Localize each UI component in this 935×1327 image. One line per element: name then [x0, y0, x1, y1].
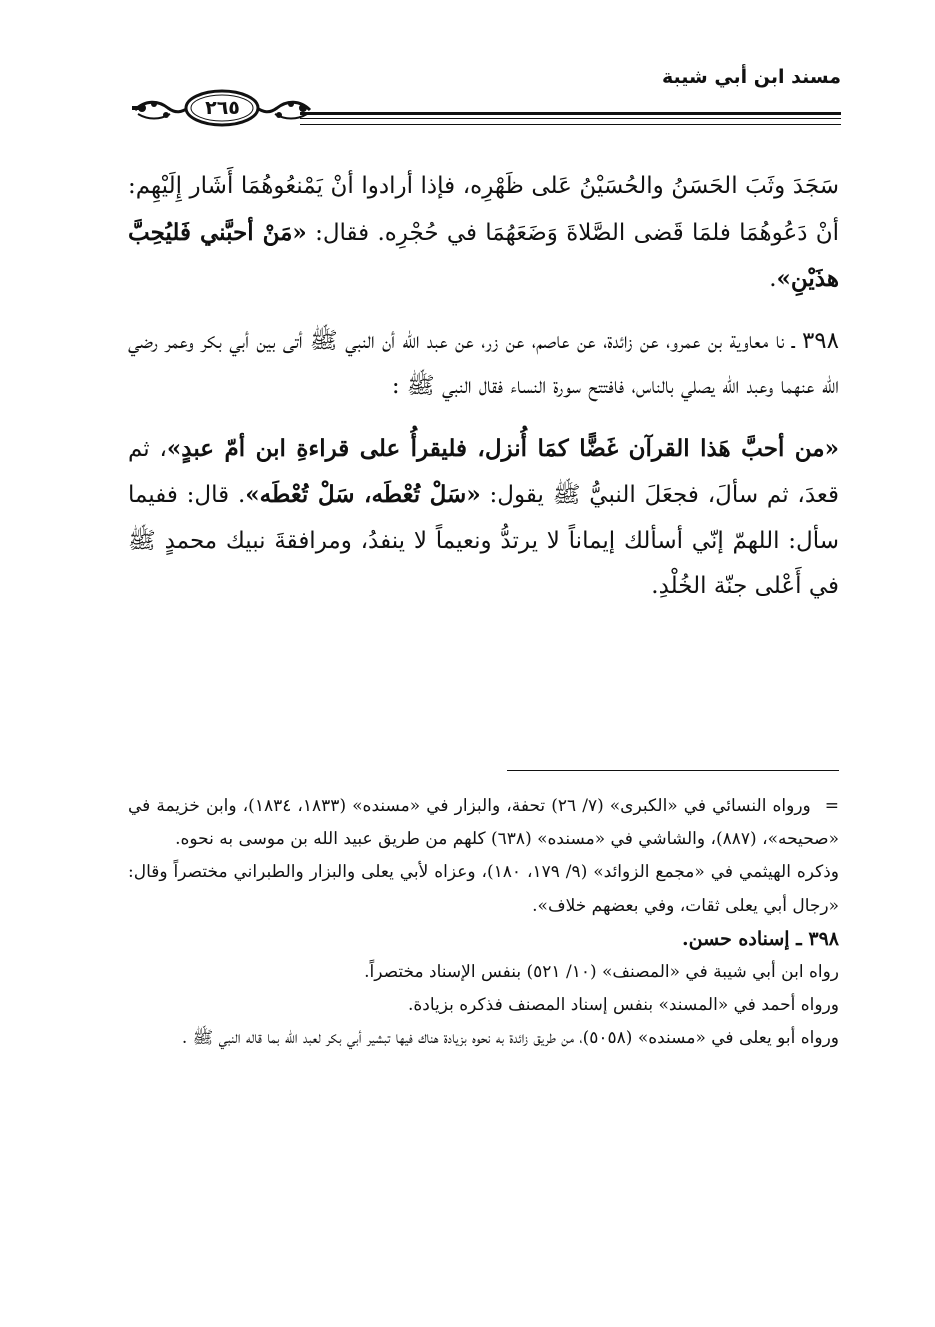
footnote-1-text: ورواه النسائي في «الكبرى» (٧/ ٢٦) تحفة، والبزار في «مسنده» (١٨٣٣، ١٨٣٤)، وابن خزيمة في «صحيحه»، (٨٨٧)، والشاشي في «مسنده» (٦٣٨) كلهم من طريق عبيد الله بن موسى به نحوه. [128, 796, 839, 850]
footnote-6: ورواه أبو يعلى في «مسنده» (٥٠٥٨)، من طريق زائدة به نحوه بزيادة هناك فيها تبشير أبي بكر لعبد الله بما قاله النبي ﷺ . [181, 1028, 839, 1049]
hadith-398-narration: ، ثم قعدَ، ثم سألَ، فجعَلَ النبيُّ ﷺ يقول: [128, 435, 840, 508]
hadith-398-rest: . قال: ففيما سأل: اللهمّ إنّي أسألك إيماناً لا يرتدُّ ونعيماً لا ينفدُ، ومرافقةَ نبيك محمدٍ ﷺ في أَعْلى جنّة الخُلْدِ. [128, 482, 839, 599]
footnote-separator [507, 770, 839, 771]
footnote-398-heading: ٣٩٨ ـ إسناده حسن. [682, 927, 839, 950]
continuation-mark: = [824, 796, 839, 816]
page-number-ornament [130, 86, 315, 130]
hadith-1-end: . [769, 266, 777, 292]
footnote-1 [128, 790, 839, 856]
hadith-398-isnad: ٣٩٨ ـ نا معاوية بن عمرو، عن زائدة، عن عاصم، عن زر، عن عبد الله أن النبي ﷺ أتى بين أبي بكر وعمر رضي الله عنهما وعبد الله يصلي بالناس، فافتتح سورة النساء فقال النبي ﷺ : [128, 327, 839, 399]
footnotes [128, 790, 839, 1056]
hadith-paragraph-1 [128, 164, 839, 303]
footnote-4: رواه ابن أبي شيبة في «المصنف» (١٠/ ٥٢١) بنفس الإسناد مختصراً. [364, 962, 839, 983]
main-text [128, 164, 839, 610]
hadith-398-quote-1: «من أحبَّ هَذا القرآن غَضًّا كمَا أُنزل، فليقرأُ على قراءةِ ابن أمّ عبدٍ» [166, 434, 840, 462]
running-title: مسند ابن أبي شيبة [661, 66, 841, 88]
header-rule [300, 112, 841, 125]
footnote-5: ورواه أحمد في «المسند» بنفس إسناد المصنف فذكره بزيادة. [407, 995, 839, 1016]
footnote-2: وذكره الهيثمي في «مجمع الزوائد» (٩/ ١٧٩، ١٨٠)، وعزاه لأبي يعلى والبزار والطبراني مختصراً وقال: «رجال أبي يعلى ثقات، وفي بعضهم خلاف». [128, 862, 840, 916]
page-number: ٢٦٥ [205, 97, 240, 119]
hadith-1-text: سَجَدَ وثَبَ الحَسَنُ والحُسَيْنُ عَلى ظَهْرِه، فإذا أرادوا أنْ يَمْنعُوهُمَا أَشَار إِلَيْهِم: أنْ دَعُوهُمَا فلمَا قَضى الصَّلاةَ وَضَعَهُمَا في حُجْرِه. فقال: [128, 173, 839, 246]
hadith-398-quote-2: «سَلْ تُعْطَه، سَلْ تُعْطَه» [245, 481, 481, 508]
hadith-1-quote: «مَنْ أحبَّني فَليُحِبَّ هذَيْنِ» [128, 218, 839, 292]
hadith-paragraph-2 [128, 319, 839, 410]
hadith-paragraph-3 [128, 426, 839, 610]
